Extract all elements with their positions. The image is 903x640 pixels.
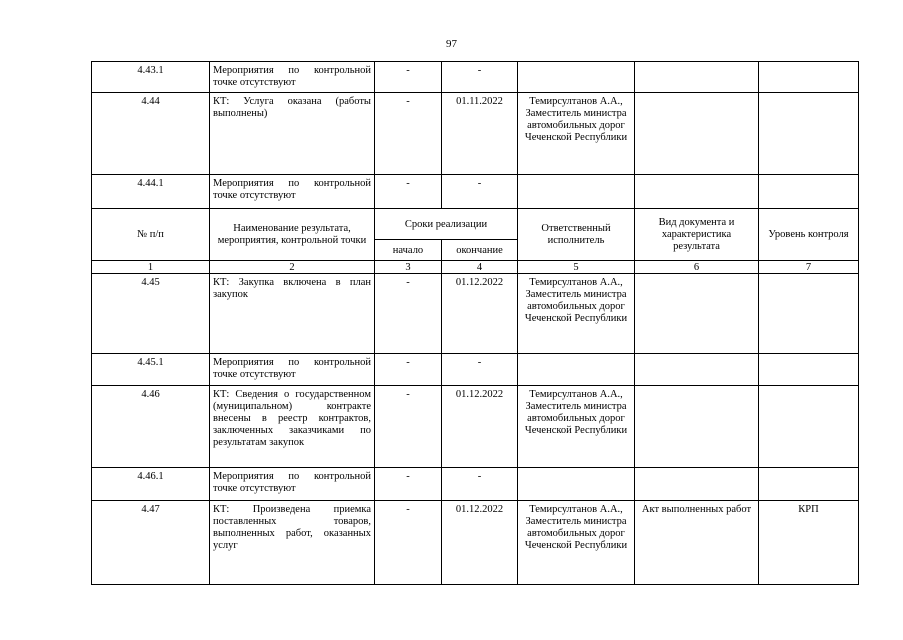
- table-row: [92, 93, 859, 175]
- row-level: [759, 175, 859, 209]
- row-number: 4.46: [92, 386, 210, 468]
- row-start: -: [375, 468, 442, 501]
- row-number: 4.47: [92, 501, 210, 585]
- header-dates: Сроки реализации: [375, 209, 518, 240]
- row-doc: [635, 62, 759, 93]
- row-number: 4.43.1: [92, 62, 210, 93]
- row-end: 01.12.2022: [442, 274, 518, 354]
- rows-before-header: [92, 62, 859, 209]
- row-start: -: [375, 274, 442, 354]
- row-end: -: [442, 468, 518, 501]
- row-name: Мероприятия по контрольной точке отсутствуют: [210, 354, 375, 386]
- table-row: [92, 501, 859, 585]
- row-name: КТ: Произведена приемка поставленных товаров, выполненных работ, оказанных услуг: [210, 501, 375, 585]
- row-responsible: Темирсултанов А.А., Заместитель министра автомобильных дорог Чеченской Республики: [518, 93, 635, 175]
- table-row: [92, 274, 859, 354]
- row-name: КТ: Услуга оказана (работы выполнены): [210, 93, 375, 175]
- row-level: [759, 62, 859, 93]
- row-number: 4.46.1: [92, 468, 210, 501]
- row-start: -: [375, 62, 442, 93]
- row-doc: [635, 274, 759, 354]
- page-number: 97: [446, 38, 457, 50]
- column-number: 2: [210, 261, 375, 274]
- row-name: Мероприятия по контрольной точке отсутствуют: [210, 175, 375, 209]
- column-number: 6: [635, 261, 759, 274]
- row-end: 01.12.2022: [442, 386, 518, 468]
- header-level: Уровень контроля: [759, 209, 859, 261]
- table-row: [92, 468, 859, 501]
- row-responsible: Темирсултанов А.А., Заместитель министра автомобильных дорог Чеченской Республики: [518, 274, 635, 354]
- row-responsible: [518, 175, 635, 209]
- table-row: [92, 175, 859, 209]
- column-number: 3: [375, 261, 442, 274]
- row-doc: [635, 386, 759, 468]
- row-end: 01.11.2022: [442, 93, 518, 175]
- row-start: -: [375, 93, 442, 175]
- row-end: 01.12.2022: [442, 501, 518, 585]
- row-doc: [635, 354, 759, 386]
- row-number: 4.44.1: [92, 175, 210, 209]
- rows-after-header: [92, 274, 859, 585]
- row-responsible: [518, 468, 635, 501]
- row-end: -: [442, 354, 518, 386]
- row-responsible: Темирсултанов А.А., Заместитель министра автомобильных дорог Чеченской Республики: [518, 386, 635, 468]
- row-start: -: [375, 175, 442, 209]
- column-number: 5: [518, 261, 635, 274]
- row-name: КТ: Закупка включена в план закупок: [210, 274, 375, 354]
- table-row: [92, 386, 859, 468]
- row-number: 4.45.1: [92, 354, 210, 386]
- row-level: [759, 354, 859, 386]
- row-name: КТ: Сведения о государственном (муниципальном) контракте внесены в реестр контрактов, заключенных заказчиками по результатам закупок: [210, 386, 375, 468]
- column-number: 4: [442, 261, 518, 274]
- table-row: [92, 354, 859, 386]
- header-name: Наименование результата, мероприятия, контрольной точки: [210, 209, 375, 261]
- row-start: -: [375, 501, 442, 585]
- row-name: Мероприятия по контрольной точке отсутствуют: [210, 62, 375, 93]
- row-doc: [635, 175, 759, 209]
- header-start: начало: [375, 240, 442, 261]
- row-responsible: [518, 62, 635, 93]
- row-level: [759, 468, 859, 501]
- row-start: -: [375, 354, 442, 386]
- table-header: [92, 209, 859, 274]
- row-end: -: [442, 62, 518, 93]
- row-start: -: [375, 386, 442, 468]
- column-number: 7: [759, 261, 859, 274]
- row-doc: [635, 93, 759, 175]
- header-responsible: Ответственный исполнитель: [518, 209, 635, 261]
- row-level: [759, 386, 859, 468]
- row-end: -: [442, 175, 518, 209]
- row-number: 4.45: [92, 274, 210, 354]
- row-level: КРП: [759, 501, 859, 585]
- header-doc: Вид документа и характеристика результата: [635, 209, 759, 261]
- header-num: № п/п: [92, 209, 210, 261]
- column-number: 1: [92, 261, 210, 274]
- row-doc: Акт выполненных работ: [635, 501, 759, 585]
- row-name: Мероприятия по контрольной точке отсутствуют: [210, 468, 375, 501]
- row-doc: [635, 468, 759, 501]
- row-number: 4.44: [92, 93, 210, 175]
- control-points-table: [91, 61, 859, 585]
- row-responsible: [518, 354, 635, 386]
- header-end: окончание: [442, 240, 518, 261]
- row-level: [759, 274, 859, 354]
- row-level: [759, 93, 859, 175]
- row-responsible: Темирсултанов А.А., Заместитель министра автомобильных дорог Чеченской Республики: [518, 501, 635, 585]
- table-row: [92, 62, 859, 93]
